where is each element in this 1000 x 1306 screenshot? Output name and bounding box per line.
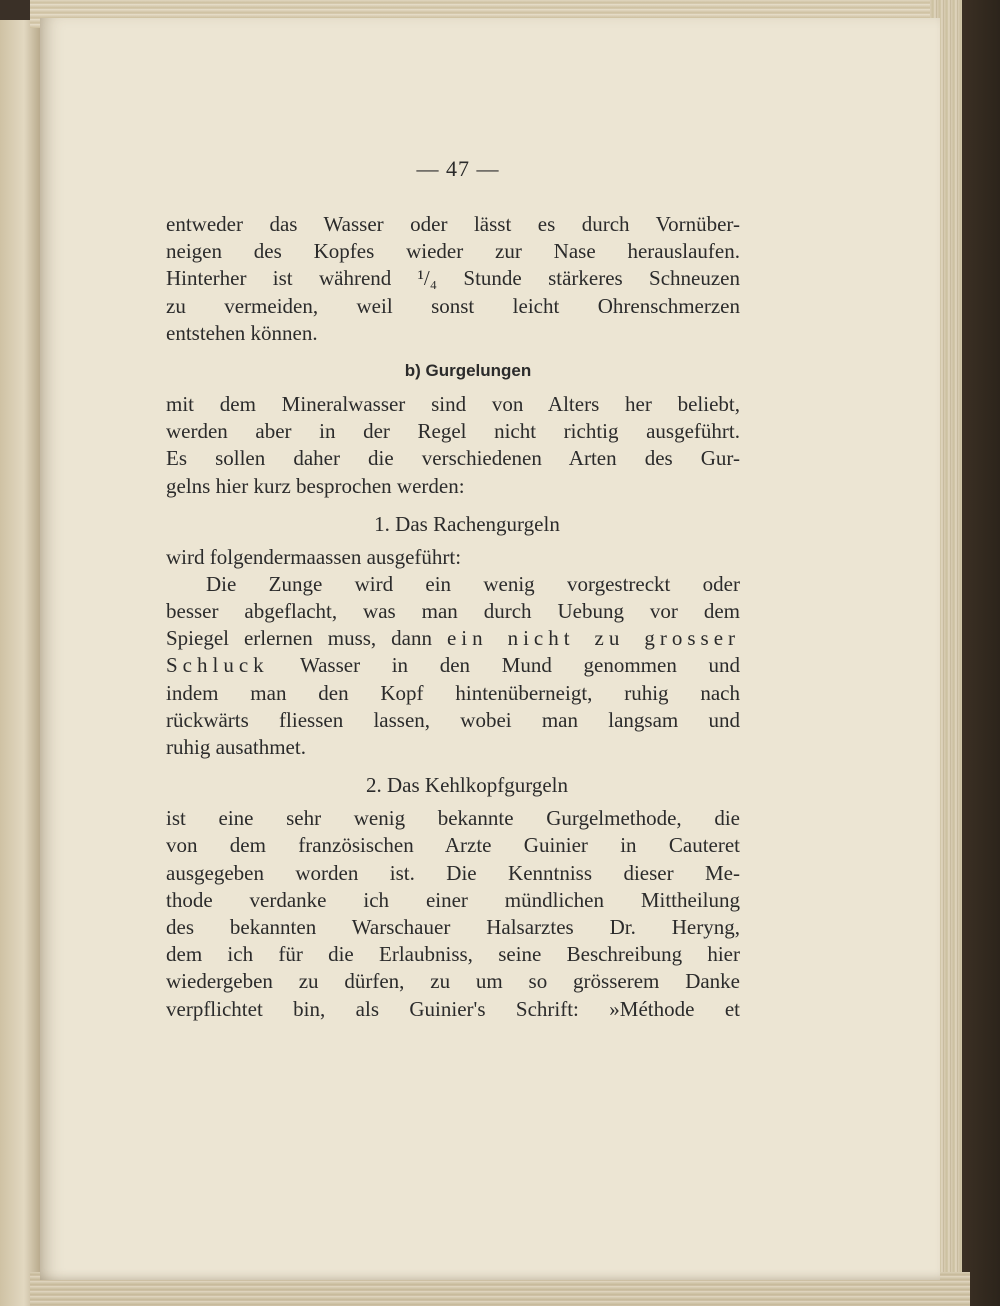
text-line: Die Zunge wird ein wenig vorgestreckt oder xyxy=(206,571,740,596)
subheading-rachengurgeln: 1. Das Rachengurgeln xyxy=(374,511,560,536)
text-line: dem ich für die Erlaubniss, seine Beschreibung hier xyxy=(166,942,740,967)
emphasized-text: ein nicht zu grosser xyxy=(446,626,741,651)
subheading-kehlkopfgurgeln: 2. Das Kehlkopfgurgeln xyxy=(366,773,568,798)
text-line: ausgegeben worden ist. Die Kenntniss dieser Me- xyxy=(166,860,740,885)
text-line: Es sollen daher die verschiedenen Arten des Gur- xyxy=(166,446,740,471)
paragraph-nasal-rinse xyxy=(166,211,740,347)
text-line: ist eine sehr wenig bekannte Gurgelmethode, die xyxy=(166,806,740,831)
text-line: thode verdanke ich einer mündlichen Mittheilung xyxy=(166,887,740,912)
text-line: wiedergeben zu dürfen, zu um so grösserem Danke xyxy=(166,969,740,994)
paragraph-gurgelungen-intro xyxy=(166,391,740,500)
text-line: indem man den Kopf hintenüberneigt, ruhig nach xyxy=(166,680,740,705)
text-line: verpflichtet bin, als Guinier's Schrift: »Méthode et xyxy=(166,996,740,1021)
emphasized-text: Schluck xyxy=(166,653,269,678)
text-line: entstehen können. xyxy=(166,320,318,345)
text-line: von dem französischen Arzte Guinier in Cauteret xyxy=(166,833,740,858)
text-line: neigen des Kopfes wieder zur Nase herauslaufen. xyxy=(166,239,740,264)
paragraph-rachengurgeln-lead xyxy=(166,544,740,571)
text-line xyxy=(166,652,740,679)
section-heading-gurgelungen: b) Gurgelungen xyxy=(404,360,532,380)
text-line: ruhig ausathmet. xyxy=(166,735,306,759)
text-fragment: Wasser in den Mund genommen und xyxy=(299,653,740,678)
text-line: wird folgendermaassen ausgeführt: xyxy=(166,544,462,569)
text-line: zu vermeiden, weil sonst leicht Ohrenschmerzen xyxy=(166,293,740,318)
text-line: gelns hier kurz besprochen werden: xyxy=(166,473,465,498)
text-line: Hinterher ist während ¹/₄ Stunde stärkeres Schneuzen xyxy=(166,266,740,291)
page-text-block xyxy=(166,154,740,1023)
text-line: rückwärts fliessen lassen, wobei man langsam und xyxy=(166,707,740,732)
page-number: — 47 — xyxy=(416,156,500,181)
paragraph-rachengurgeln-method xyxy=(166,571,740,761)
text-line: mit dem Mineralwasser sind von Alters her beliebt, xyxy=(166,391,740,416)
text-fragment: Spiegel erlernen muss, dann xyxy=(166,626,432,651)
text-line: besser abgeflacht, was man durch Uebung vor dem xyxy=(166,599,740,624)
text-line: entweder das Wasser oder lässt es durch Vornüber- xyxy=(166,212,740,236)
text-line: werden aber in der Regel nicht richtig ausgeführt. xyxy=(166,419,740,444)
left-facing-page-edge xyxy=(0,20,42,1306)
text-line xyxy=(166,625,740,652)
text-line: des bekannten Warschauer Halsarztes Dr. Heryng, xyxy=(166,914,740,939)
paragraph-kehlkopfgurgeln xyxy=(166,805,740,1023)
book-page xyxy=(40,18,940,1280)
book-cover-edge xyxy=(962,0,1000,1306)
